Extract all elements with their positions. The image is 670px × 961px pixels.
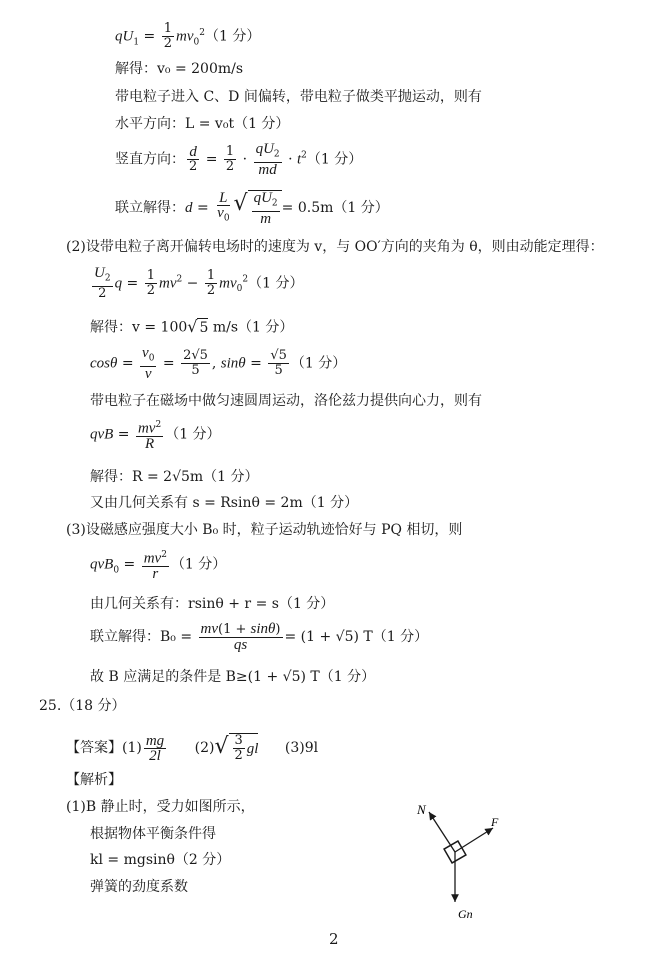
text-geometry-r: 由几何关系有：rsinθ + r = s（1 分）: [90, 596, 335, 612]
text-spring-constant: 弹簧的劲度系数: [90, 879, 188, 895]
text-deflection-intro: 带电粒子进入 C、D 间偏转，带电粒子做类平抛运动，则有: [115, 89, 482, 105]
applied-force-arrow: [455, 828, 493, 852]
equation-qvb0: qvB$_0$ = $\frac{mv^2}{r}$ （1 分）: [90, 550, 227, 583]
analysis-header: 【解析】: [66, 772, 122, 788]
text-equilibrium: 根据物体平衡条件得: [90, 826, 216, 842]
label-n: N: [417, 802, 426, 817]
force-diagram: [395, 790, 525, 920]
result-r: 解得：R = 2√5m（1 分）: [90, 469, 259, 485]
section-3-intro: (3)设磁感应强度大小 B₀ 时，粒子运动轨迹恰好与 PQ 相切，则: [66, 522, 463, 538]
page-number: 2: [329, 930, 339, 948]
text-lorentz-force: 带电粒子在磁场中做匀速圆周运动，洛伦兹力提供向心力，则有: [90, 393, 482, 409]
text-geometry-s: 又由几何关系有 s = Rsinθ = 2m（1 分）: [90, 495, 359, 511]
label-f: F: [491, 815, 499, 829]
label-gn: Gn: [458, 907, 473, 920]
equation-cos-sin: cosθ = $\frac{v_0}{v}$ = $\frac{2√5}{5}$ , sinθ = $\frac{√5}{5}$ （1 分）: [90, 345, 347, 382]
equation-energy-u1: $qU_1$ = $\frac{1}{2}$ $mv_0^2(1$ 分）: [115, 21, 261, 51]
equation-kinetic-energy: $\frac{U_2}{2}$ q = $\frac{1}{2}$ $mv^2$ − $\frac{1}{2}$ $mv_0^2(1$ 分）: [94, 265, 304, 301]
equation-qvb: qvB = $\frac{mv^2}{R}$ （1 分）: [90, 420, 221, 453]
normal-force-arrow: [429, 812, 455, 852]
analysis-part-1: (1)B 静止时，受力如图所示，: [66, 799, 255, 815]
equation-horizontal: 水平方向：L = v₀t（1 分）: [115, 116, 290, 132]
answer-line: 【答案】(1) $\frac{mg}{2l}$ (2) √ $\frac{3}{2}$ gl (3)9l: [66, 732, 319, 764]
conclusion-b: 故 B 应满足的条件是 B≥(1 + √5) T（1 分）: [90, 669, 376, 685]
equation-kl: kl = mgsinθ（2 分）: [90, 852, 231, 868]
equation-vertical: 竖直方向： $\frac{d}{2}$ = $\frac{1}{2}$ · $\frac{qU_2}{md}$ · $t^2(1$ 分）: [115, 141, 363, 178]
question-25-header: 25.（18 分）: [39, 698, 126, 714]
section-2-intro: (2)设带电粒子离开偏转电场时的速度为 v，与 OO′方向的夹角为 θ，则由动能定理得：: [66, 239, 604, 255]
equation-b0-result: 联立解得：B₀ = $\frac{mv(1 + \sin\theta)}{qs}$ = (1 + √5) T（1 分）: [90, 621, 429, 653]
equation-d-result: 联立解得：d = $\frac{L}{v_0}$ √ $\frac{qU_2}{m}$ = 0.5m（1 分）: [115, 189, 389, 227]
result-v: 解得：v = 100 √ 5 m/s（1 分）: [90, 317, 294, 336]
result-v0: 解得：v₀ = 200m/s: [115, 61, 244, 77]
